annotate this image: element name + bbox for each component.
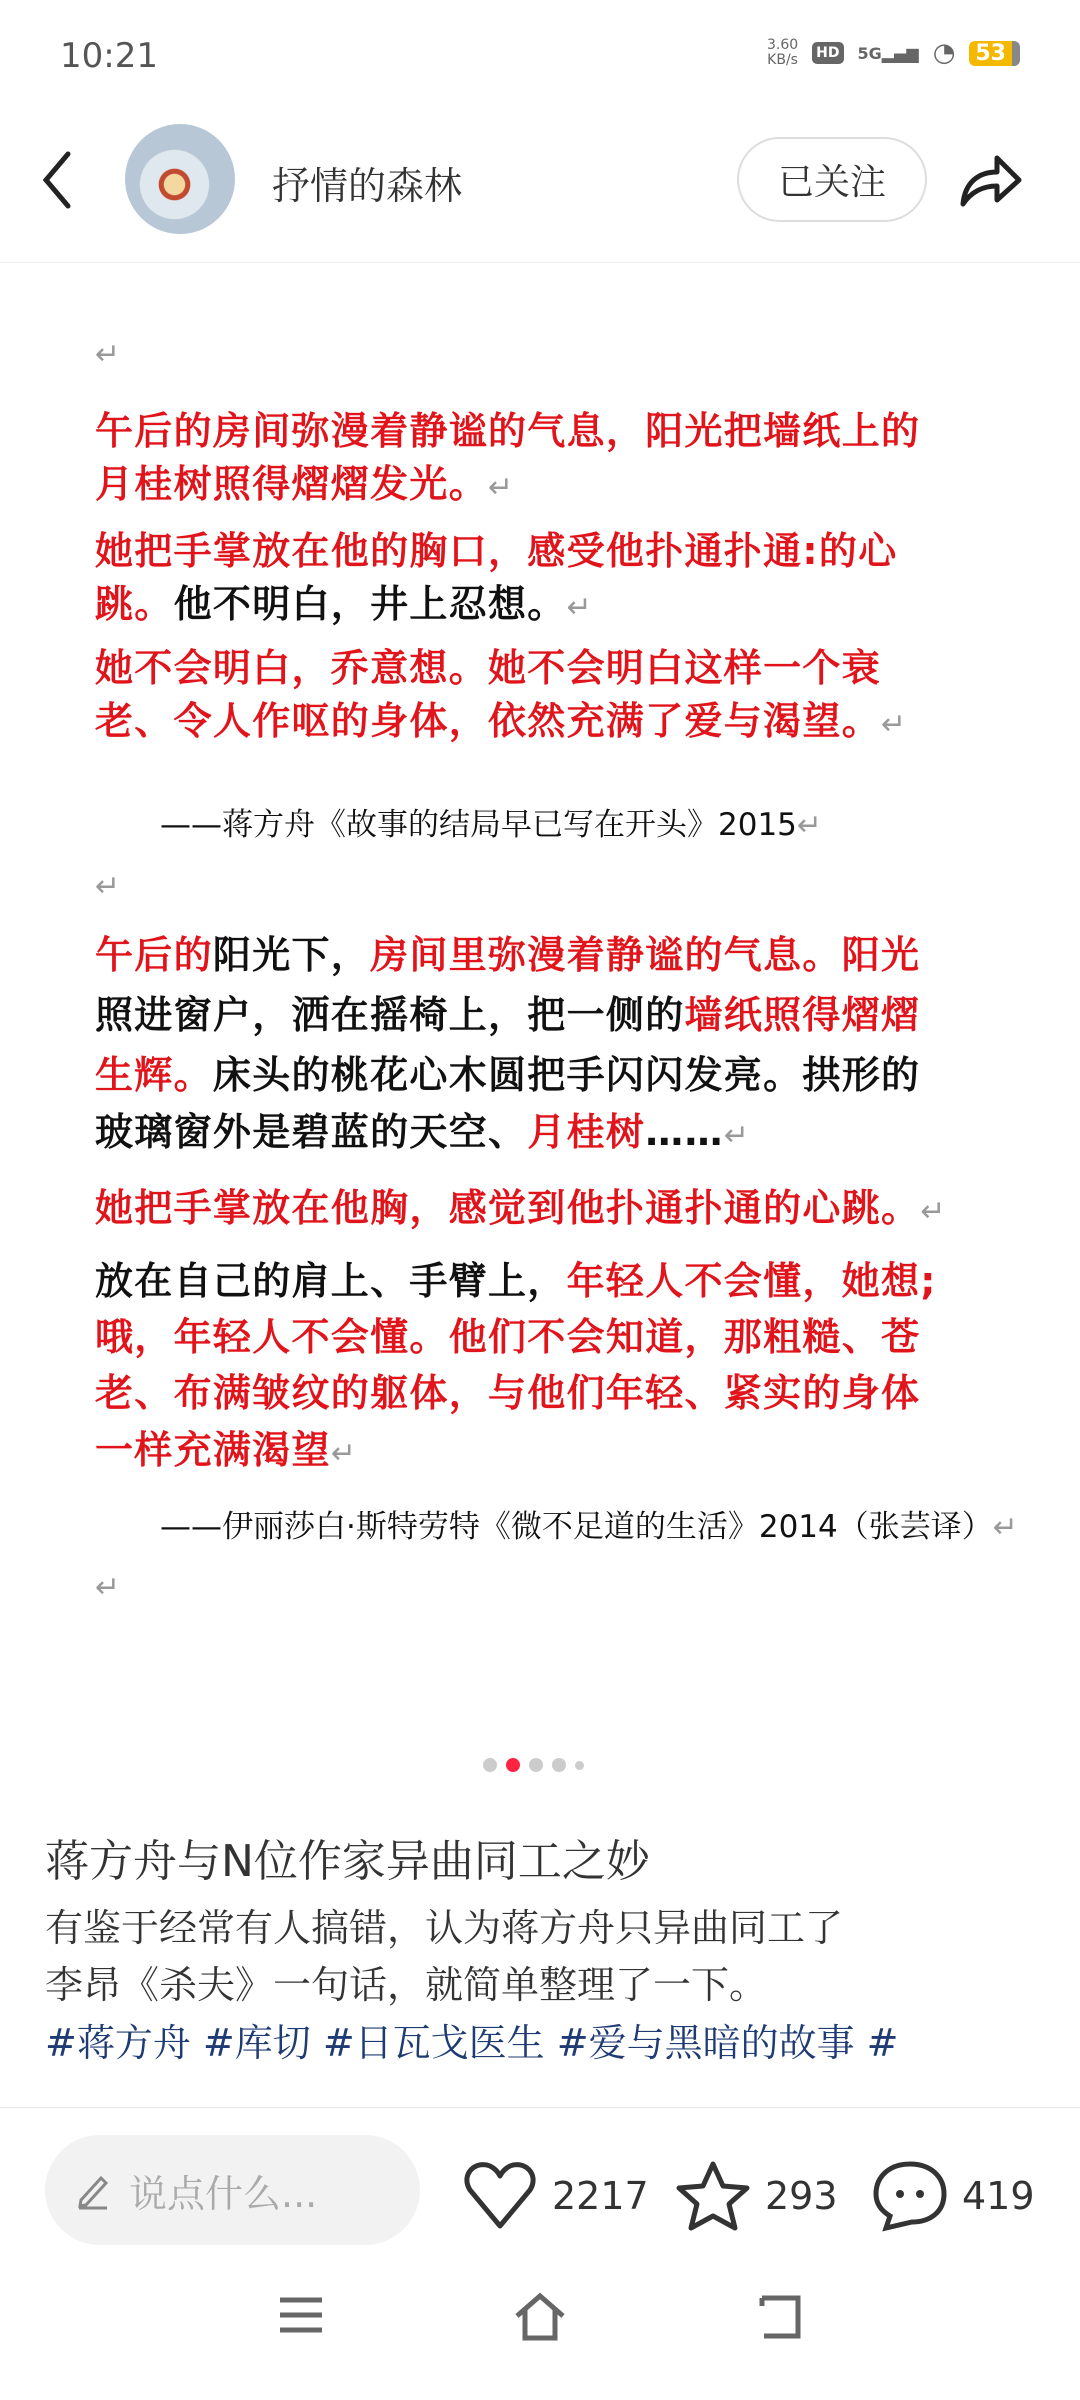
text-segment: 她把手掌放在他的胸口，感受他扑通扑通:的心 (95, 529, 898, 573)
carousel-dot (575, 1761, 584, 1770)
text-segment: 年轻人不会懂，她想; (566, 1259, 937, 1303)
like-button[interactable] (462, 2160, 649, 2232)
nav-back-button[interactable] (756, 2292, 806, 2346)
citation-line (160, 800, 822, 851)
star-icon (675, 2160, 751, 2232)
text-line (95, 643, 881, 693)
speed-value: 3.60 (766, 37, 799, 53)
follow-button[interactable]: 已关注 (737, 137, 927, 222)
chevron-left-icon (40, 150, 74, 210)
return-mark: ↵ (992, 1510, 1018, 1545)
text-line (95, 990, 920, 1040)
like-count: 2217 (552, 2174, 649, 2218)
text-line (95, 930, 920, 980)
avatar[interactable] (125, 124, 235, 234)
text-segment: 一样充满渴望 (95, 1428, 331, 1472)
post-desc-line: 有鉴于经常有人搞错，认为蒋方舟只异曲同工了 (45, 1906, 844, 1950)
carousel-dot (529, 1758, 543, 1772)
text-segment: …… (645, 1110, 724, 1154)
post-tags[interactable]: #蒋方舟 #库切 #日瓦戈医生 #爱与黑暗的故事 # (45, 2021, 899, 2065)
comment-input[interactable] (45, 2135, 420, 2245)
return-mark: ↵ (95, 1570, 122, 1605)
text-segment: 玻璃窗外是碧蓝的天空、 (95, 1110, 528, 1154)
carousel-dot (552, 1758, 566, 1772)
battery-icon: 53 (969, 41, 1020, 66)
status-time: 10:21 (60, 36, 158, 76)
text-line (95, 1312, 920, 1362)
return-mark: ↵ (95, 869, 122, 904)
text-segment: 照进窗户，洒在摇椅上，把一侧的 (95, 993, 685, 1037)
return-mark: ↵ (488, 470, 515, 505)
text-segment: 她不会明白，乔意想。她不会明白这样一个衰 (95, 646, 882, 690)
network-speed (767, 38, 798, 68)
text-line (95, 1050, 920, 1100)
text-line (95, 579, 593, 633)
favorite-button[interactable] (675, 2160, 838, 2232)
text-segment: 放在自己的肩上、手臂上， (95, 1259, 567, 1303)
text-segment: ——蒋方舟《故事的结局早已写在开头》2015 (160, 807, 797, 843)
return-mark: ↵ (796, 808, 823, 843)
return-mark: ↵ (881, 707, 908, 742)
post-title: 蒋方舟与N位作家异曲同工之妙 (45, 1836, 650, 1887)
text-segment: 跳。 (95, 582, 174, 626)
citation-line (160, 1502, 1018, 1553)
text-line (95, 1425, 357, 1479)
nav-home-button[interactable] (513, 2292, 567, 2346)
return-mark: ↵ (566, 590, 594, 625)
share-button[interactable] (955, 148, 1025, 216)
pencil-icon (75, 2170, 111, 2210)
back-button[interactable] (40, 150, 74, 214)
share-icon (955, 148, 1025, 212)
text-line (95, 1183, 947, 1237)
text-segment: 她把手掌放在他胸，感觉到他扑通扑通的心跳。 (95, 1186, 921, 1230)
return-mark: ↵ (723, 1118, 751, 1153)
text-line (95, 526, 898, 576)
text-segment: 床头的桃花心木圆把手闪闪发亮。拱形的 (212, 1053, 921, 1097)
text-segment: 房间里弥漫着静谧的气息。阳光 (370, 933, 921, 977)
comment-bubble-icon (872, 2160, 948, 2232)
text-segment: 墙纸照得熠熠 (684, 993, 921, 1037)
carousel-indicator (483, 1758, 584, 1772)
text-segment: 老、布满皱纹的躯体，与他们年轻、紧实的身体 (95, 1371, 921, 1415)
text-line (95, 1368, 920, 1418)
comment-count: 419 (962, 2174, 1035, 2218)
text-line (95, 1256, 937, 1306)
comment-placeholder: 说点什么... (129, 2171, 318, 2216)
hd-icon: HD (812, 42, 843, 64)
nav-menu-button[interactable] (278, 2292, 324, 2342)
return-mark: ↵ (920, 1194, 947, 1229)
carousel-dot (506, 1758, 520, 1772)
network-type: 5G (857, 43, 882, 63)
comment-button[interactable] (872, 2160, 1035, 2232)
carousel-dot (483, 1758, 497, 1772)
text-segment: 月桂树 (527, 1110, 646, 1154)
text-line (95, 459, 514, 513)
post-desc-line: 李昂《杀夫》一句话，就简单整理了一下。 (45, 1963, 768, 2007)
return-mark: ↵ (330, 1436, 358, 1471)
home-icon (513, 2292, 567, 2342)
text-segment: ——伊丽莎白·斯特劳特《微不足道的生活》2014（张芸译） (160, 1509, 993, 1545)
text-segment: 老、令人作呕的身体，依然充满了爱与渴望。 (95, 699, 882, 743)
speed-unit: KB/s (767, 52, 798, 68)
text-segment: 生辉。 (95, 1053, 213, 1097)
header-divider (0, 262, 1080, 263)
text-segment: 午后的 (95, 933, 213, 977)
menu-icon (278, 2292, 324, 2338)
text-line (95, 696, 907, 750)
return-mark: ↵ (95, 337, 122, 372)
favorite-count: 293 (765, 2174, 838, 2218)
text-segment: 阳光下， (212, 933, 371, 977)
text-segment: 他不明白，井上忍想。 (173, 582, 567, 626)
text-segment: 哦，年轻人不会懂。他们不会知道，那粗糙、苍 (95, 1315, 921, 1359)
text-segment: 月桂树照得熠熠发光。 (95, 462, 489, 506)
heart-icon (462, 2160, 538, 2232)
username[interactable]: 抒情的森林 (272, 164, 463, 208)
signal-icon: 5G▂▄▆ (857, 43, 919, 63)
wifi-icon: ◔ (932, 38, 956, 68)
bottom-divider (0, 2107, 1080, 2108)
back-icon (756, 2292, 806, 2342)
status-icons (767, 38, 1020, 68)
text-line (95, 1107, 750, 1161)
text-line (95, 406, 920, 456)
text-segment: 午后的房间弥漫着静谧的气息，阳光把墙纸上的 (95, 409, 921, 453)
